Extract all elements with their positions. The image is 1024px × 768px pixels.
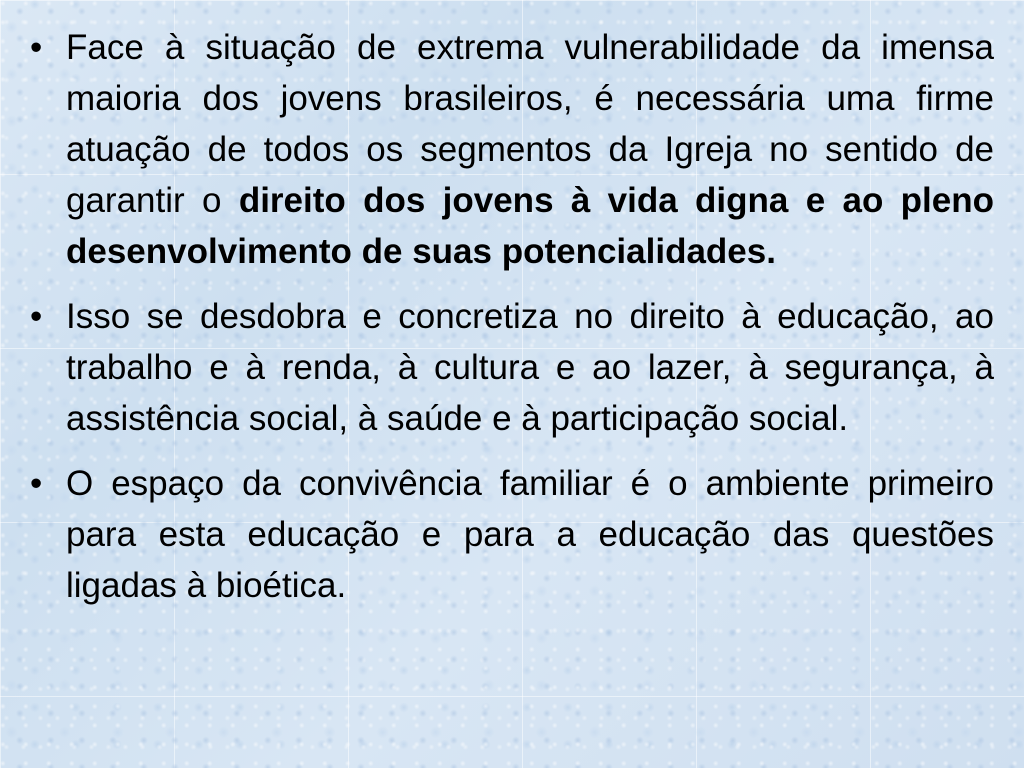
bullet-icon: • xyxy=(30,464,43,503)
slide-content xyxy=(24,22,994,625)
bullet-bold-text: direito dos jovens à vida digna e ao pleno desenvolvimento de suas potencialidades. xyxy=(66,181,994,271)
bullet-item-2 xyxy=(24,291,994,444)
bullet-item-1 xyxy=(24,22,994,277)
bullet-icon: • xyxy=(30,28,43,67)
bullet-list xyxy=(24,22,994,611)
bullet-item-3 xyxy=(24,458,994,611)
bullet-text: Isso se desdobra e concretiza no direito à educação, ao trabalho e à renda, à cultura e ao lazer, à segurança, à assistência social, à saúde e à participação social. xyxy=(66,297,994,438)
bullet-text: O espaço da convivência familiar é o ambiente primeiro para esta educação e para a educação das questões ligadas à bioética. xyxy=(66,464,994,605)
bullet-text: Face à situação de extrema vulnerabilidade da imensa maioria dos jovens brasileiros, é necessária uma firme atuação de todos os segmentos da Igreja no sentido de garantir o xyxy=(66,28,994,220)
bullet-icon: • xyxy=(30,297,43,336)
